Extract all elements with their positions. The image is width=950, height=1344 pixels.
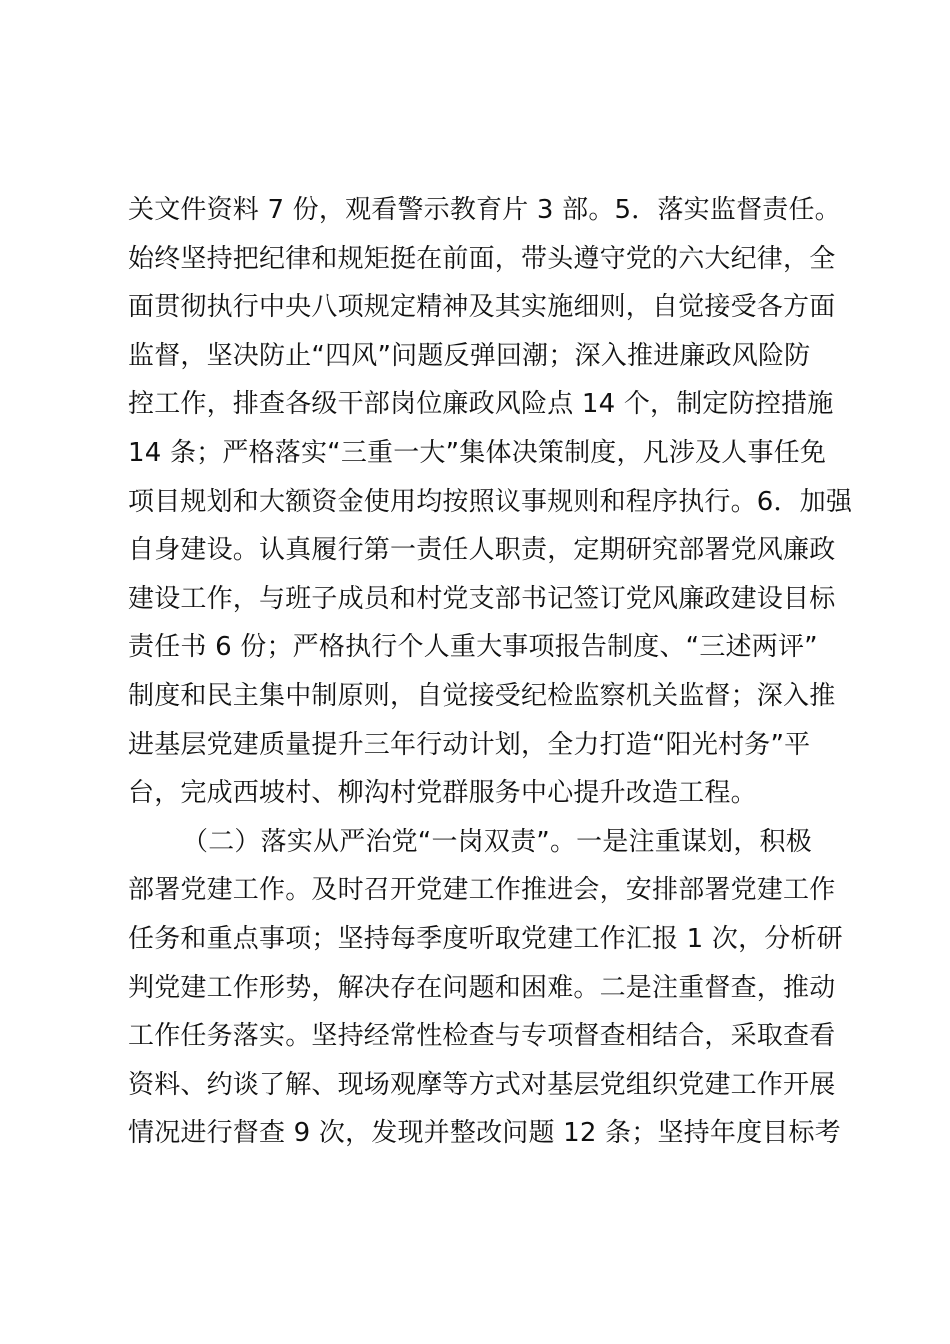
text-line: 判党建工作形势，解决存在问题和困难。二是注重督查，推动 [128,972,836,1003]
text-line: 任务和重点事项；坚持每季度听取党建工作汇报 1 次，分析研 [128,923,843,954]
text-line: 部署党建工作。及时召开党建工作推进会，安排部署党建工作 [128,875,836,906]
text-line: 资料、约谈了解、现场观摩等方式对基层党组织党建工作开展 [128,1069,836,1100]
text-line: 制度和民主集中制原则，自觉接受纪检监察机关监督；深入推 [128,680,836,711]
body-text [128,186,853,1158]
text-line: 工作任务落实。坚持经常性检查与专项督查相结合，采取查看 [128,1021,836,1052]
text-line: 进基层党建质量提升三年行动计划，全力打造“阳光村务”平 [128,729,811,760]
text-line: 控工作，排查各级干部岗位廉政风险点 14 个，制定防控措施 [128,389,834,420]
section-heading-line: （二）落实从严治党“一岗双责”。一是注重谋划，积极 [182,826,812,857]
text-line: 面贯彻执行中央八项规定精神及其实施细则，自觉接受各方面 [128,292,836,323]
text-line: 责任书 6 份；严格执行个人重大事项报告制度、“三述两评” [128,632,818,663]
text-line: 14 条；严格落实“三重一大”集体决策制度，凡涉及人事任免 [128,437,827,468]
text-line: 自身建设。认真履行第一责任人职责，定期研究部署党风廉政 [128,535,836,566]
text-line: 监督，坚决防止“四风”问题反弹回潮；深入推进廉政风险防 [128,340,811,371]
text-line: 情况进行督查 9 次，发现并整改问题 12 条；坚持年度目标考 [128,1118,841,1149]
text-line: 台，完成西坡村、柳沟村党群服务中心提升改造工程。 [128,778,757,809]
text-line: 建设工作，与班子成员和村党支部书记签订党风廉政建设目标 [128,583,836,614]
text-line: 关文件资料 7 份，观看警示教育片 3 部。5．落实监督责任。 [128,195,841,225]
text-line: 始终坚持把纪律和规矩挺在前面，带头遵守党的六大纪律，全 [128,243,836,274]
text-line: 项目规划和大额资金使用均按照议事规则和程序执行。6．加强 [128,486,853,517]
